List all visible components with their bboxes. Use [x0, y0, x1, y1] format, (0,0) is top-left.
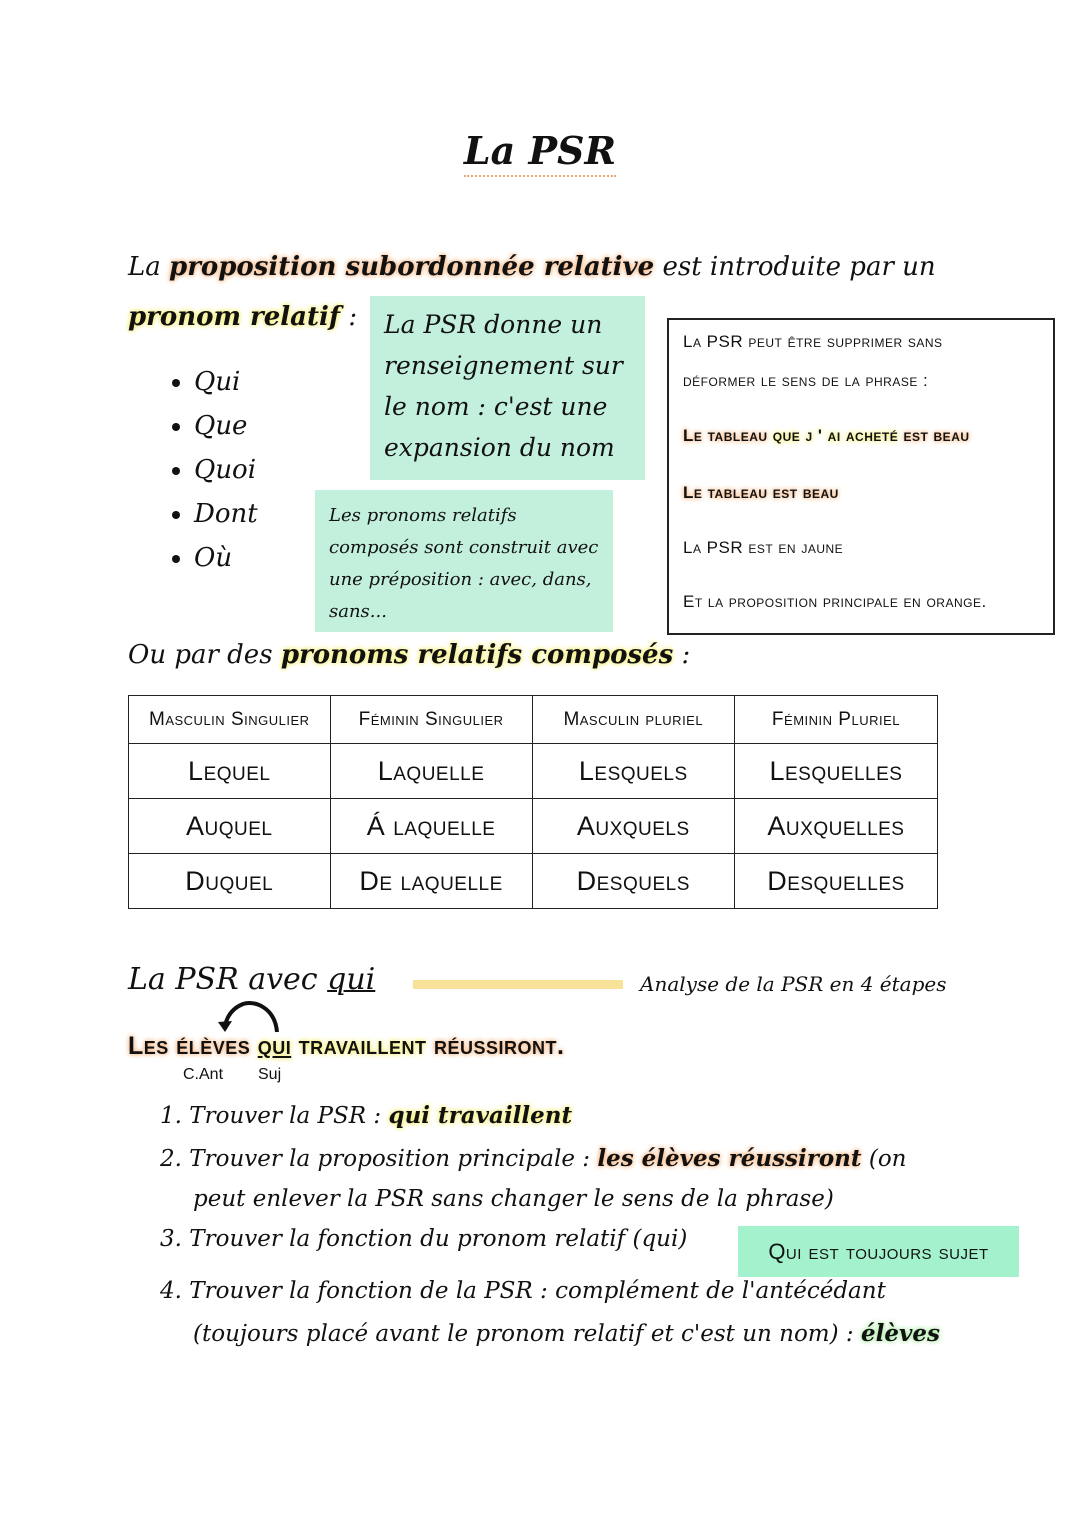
step-2-cont: peut enlever la PSR sans changer le sens de la phrase) — [193, 1186, 834, 1212]
step-1: 1. Trouver la PSR : qui travaillent — [160, 1102, 573, 1129]
table-row: Duquel De laquelle Desquels Desquelles — [129, 854, 938, 909]
step-3: 3. Trouver la fonction du pronom relatif (qui) — [160, 1226, 688, 1252]
pronoun-table — [128, 695, 938, 909]
arrow-icon — [215, 1000, 285, 1034]
example-sentence-qui: Les élèves qui travaillent réussiront. — [128, 1032, 565, 1060]
example-sentence: Le tableau que j ' ai acheté est beau — [683, 426, 970, 445]
table-row: Lequel Laquelle Lesquels Lesquelles — [129, 744, 938, 799]
section-title: La PSR avec qui — [128, 962, 376, 997]
step-2: 2. Trouver la proposition principale : les élèves réussiront (on — [160, 1145, 907, 1172]
note-box-composes: Les pronoms relatifs composés sont construit avec une préposition : avec, dans, sans... — [315, 490, 613, 632]
ou-par-line: Ou par des pronoms relatifs composés : — [128, 640, 691, 670]
highlight-psr-term: proposition subordonnée relative — [169, 252, 655, 282]
pronoun-list — [158, 360, 258, 580]
step-4-cont: (toujours placé avant le pronom relatif et c'est un nom) : élèves — [193, 1320, 940, 1347]
list-item: • Que — [194, 404, 258, 448]
analyse-caption: Analyse de la PSR en 4 étapes — [640, 972, 947, 996]
label-suj: Suj — [258, 1066, 282, 1083]
divider-bar — [413, 980, 623, 989]
table-header-row: Masculin Singulier Féminin Singulier Masculin pluriel Féminin Pluriel — [129, 696, 938, 744]
list-item: • Quoi — [194, 448, 258, 492]
intro-line: La proposition subordonnée relative est introduite par un — [128, 252, 936, 282]
list-item: • Dont — [194, 492, 258, 536]
info-box: La PSR peut être supprimer sans déformer le sens de la phrase : Le tableau que j ' ai acheté est beau Le tableau est beau La PSR est en jaune Et la proposition principale en orange. — [667, 318, 1055, 635]
note-box-expansion: La PSR donne un renseignement sur le nom : c'est une expansion du nom — [370, 296, 645, 480]
list-item: • Qui — [194, 360, 258, 404]
intro-line-2: pronom relatif : — [128, 302, 358, 332]
step-4: 4. Trouver la fonction de la PSR : complément de l'antécédant — [160, 1278, 886, 1304]
table-row: Auquel Á laquelle Auxquels Auxquelles — [129, 799, 938, 854]
list-item: • Où — [194, 536, 258, 580]
label-cant: C.Ant — [183, 1066, 224, 1083]
sujet-box: Qui est toujours sujet — [738, 1226, 1019, 1277]
highlight-pronom-relatif: pronom relatif — [128, 302, 341, 332]
page-title: La PSR — [0, 128, 1080, 173]
